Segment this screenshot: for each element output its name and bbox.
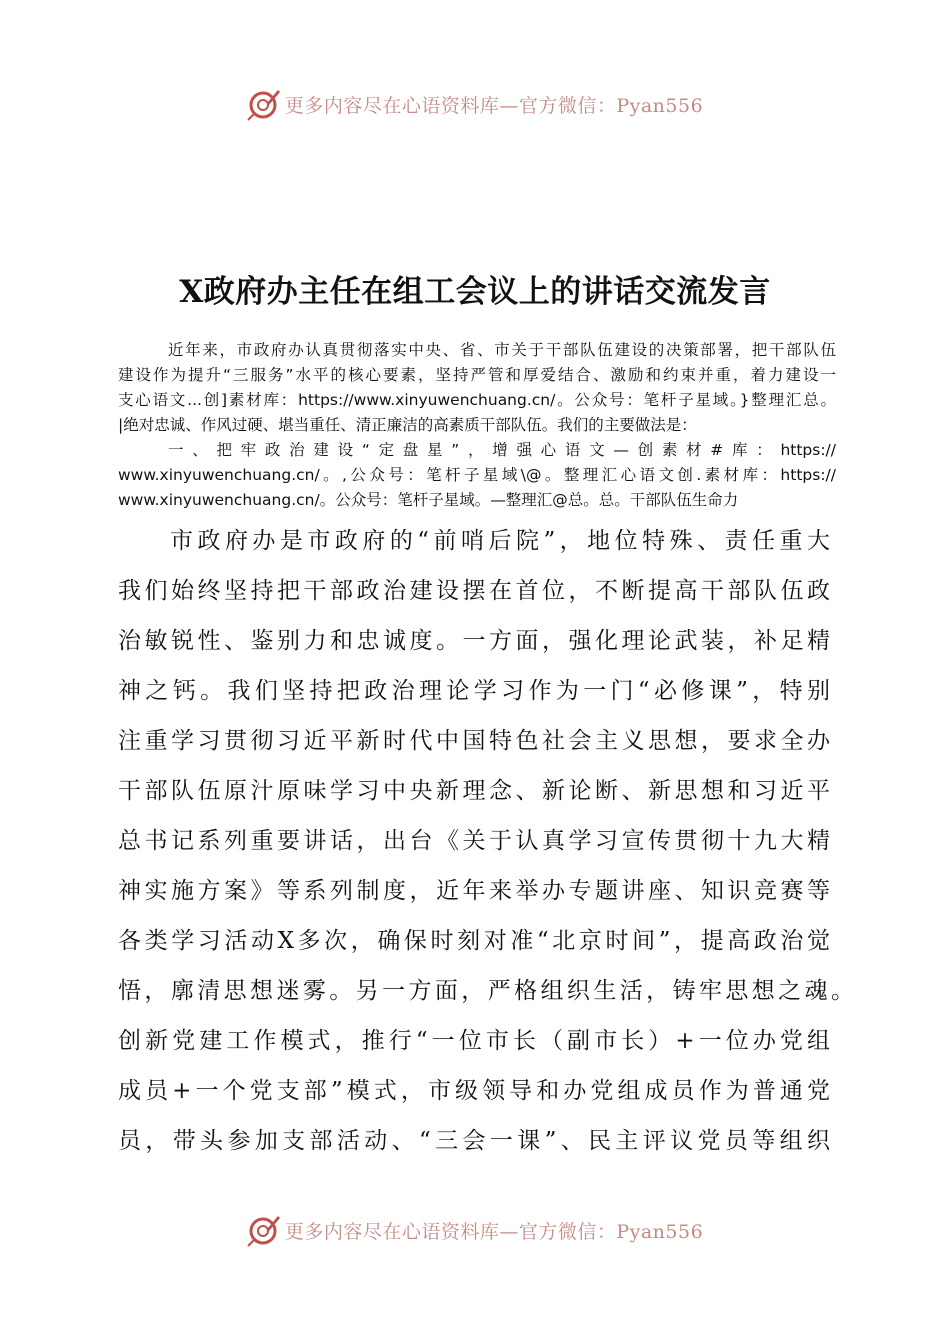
heading-line: www.xinyuwenchuang.cn/。,公众号：笔杆子星域\@。整理汇心语文创.素材库：https:// bbox=[118, 466, 836, 484]
body-line: 神实施方案》等系列制度，近年来举办专题讲座、知识竞赛等 bbox=[118, 878, 830, 904]
body-line: 注重学习贯彻习近平新时代中国特色社会主义思想，要求全办 bbox=[118, 728, 830, 754]
body-line: 市政府办是市政府的“前哨后院”，地位特殊、责任重大 bbox=[170, 528, 830, 554]
intro-line: |绝对忠诚、作风过硬、堪当重任、清正廉洁的高素质干部队伍。我们的主要做法是： bbox=[118, 416, 697, 434]
heading-line: www.xinyuwenchuang.cn/。公众号：笔杆子星域。—整理汇@总。总。干部队伍生命力 bbox=[118, 491, 739, 509]
watermark-footer bbox=[0, 1210, 950, 1250]
body-line: 干部队伍原汁原味学习中央新理念、新论断、新思想和习近平 bbox=[118, 778, 830, 804]
body-line: 各类学习活动X多次，确保时刻对准“北京时间”，提高政治觉 bbox=[118, 928, 830, 954]
watermark-header bbox=[0, 84, 950, 124]
heading-line: 一、把牢政治建设“定盘星”，增强心语文—创素材#库：https:// bbox=[168, 441, 836, 459]
document-title: X政府办主任在组工会议上的讲话交流发言 bbox=[179, 274, 771, 310]
body-line: 总书记系列重要讲话，出台《关于认真学习宣传贯彻十九大精 bbox=[118, 828, 830, 854]
body-line: 神之钙。我们坚持把政治理论学习作为一门“必修课”，特别 bbox=[118, 678, 830, 704]
intro-line: 近年来，市政府办认真贯彻落实中央、省、市关于干部队伍建设的决策部署，把干部队伍 bbox=[168, 341, 836, 359]
body-line: 成员+一个党支部”模式，市级领导和办党组成员作为普通党 bbox=[118, 1078, 830, 1104]
intro-paragraph bbox=[118, 338, 836, 438]
section-heading bbox=[118, 438, 836, 513]
brush-logo-icon bbox=[247, 87, 281, 121]
body-line: 我们始终坚持把干部政治建设摆在首位，不断提高干部队伍政 bbox=[118, 578, 830, 604]
body-line: 悟，廓清思想迷雾。另一方面，严格组织生活，铸牢思想之魂。 bbox=[118, 978, 854, 1004]
brush-logo-icon bbox=[247, 1213, 281, 1247]
intro-line: 支心语文...创]素材库：https://www.xinyuwenchuang.cn/。公众号：笔杆子星域。}整理汇总。 bbox=[118, 391, 836, 409]
watermark-text: 更多内容尽在心语资料库—官方微信：Pyan556 bbox=[284, 1220, 704, 1243]
body-line: 员，带头参加支部活动、“三会一课”、民主评议党员等组织 bbox=[118, 1128, 830, 1154]
body-paragraph bbox=[118, 516, 854, 1166]
body-line: 治敏锐性、鉴别力和忠诚度。一方面，强化理论武装，补足精 bbox=[118, 628, 830, 654]
watermark-text: 更多内容尽在心语资料库—官方微信：Pyan556 bbox=[284, 94, 704, 117]
body-line: 创新党建工作模式，推行“一位市长（副市长）+一位办党组 bbox=[118, 1028, 830, 1054]
intro-line: 建设作为提升“三服务”水平的核心要素，坚持严管和厚爱结合、激励和约束并重，着力建设一 bbox=[118, 366, 836, 384]
